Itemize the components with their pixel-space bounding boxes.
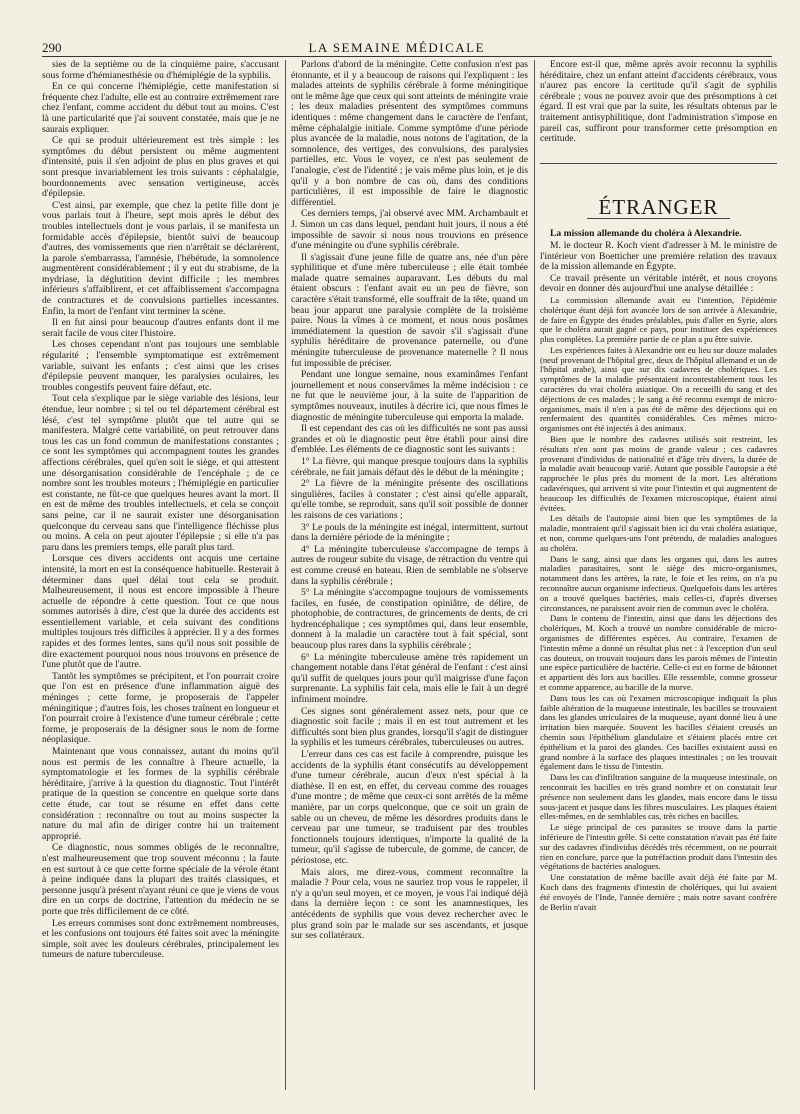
paragraph: 2° La fièvre de la méningite présente des oscillations singulières, faciles à constater ; c'est ainsi qu'elle apparaît, qu'elle tombe, se reproduit, sans qu'il soit possible de donner les raisons de ces variations ; — [291, 478, 528, 521]
column-divider — [285, 60, 286, 1090]
paragraph: sies de la septième ou de la cinquième paire, s'accusant sous forme d'hémianesthésie ou d'hémiplégie de la syphilis. — [42, 60, 279, 81]
paragraph: 5° La méningite s'accompagne toujours de vomissements faciles, en fusée, de constipation opiniâtre, de délire, de photophobie, de contractures, de grincements de dents, de cri hydrencéphalique ; ces symptômes qui, dans leur ensemble, donnent à la maladie un caractère tout à fait spécial, sont beaucoup plus rares dans la syphilis cérébrale ; — [291, 587, 528, 652]
paragraph: Dans les cas d'infiltration sanguine de la muqueuse intestinale, on rencontrait les bacilles en très grand nombre et on constatait leur présence non seulement dans les glandes, mais encore dans le tissu sous-jacent et jusque dans les fibres musculaires. Les plaques étaient elles-mêmes, en de semblables cas, très riches en bacilles. — [540, 772, 777, 822]
paragraph: Les détails de l'autopsie ainsi bien que les symptômes de la maladie, montraient qu'il s'agissait bien ici du vrai choléra asiatique, et non, comme quelques-uns l'ont prétendu, de maladies analogues au choléra. — [540, 513, 777, 553]
paragraph: Ce qui se produit ultérieurement est très simple : les symptômes du début persistent ou même augmentent d'intensité, puis il s'en adjoint de plus en plus graves et qui sont presque invariablement les trois suivants : céphalalgie, bourdonnements avec sensation vertigineuse, accès d'épilepsie. — [42, 135, 279, 200]
paragraph: L'erreur dans ces cas est facile à comprendre, puisque les accidents de la syphilis étant consécutifs au développement d'une tumeur cérébrale, aucun d'eux n'est spécial à la diathèse. Il en est, en effet, du cerveau comme des rouages d'une montre ; de même que ceux-ci sont arrêtés de la même manière, par un corps quelconque, que ce soit un grain de sable ou un cheveu, de même les désordres produits dans le cerveau par une tumeur, se traduisent par des troubles fonctionnels toujours identiques, n'importe la qualité de la tumeur, qu'il s'agisse de tubercule, de gomme, de cancer, de périostose, etc. — [291, 749, 528, 866]
paragraph: Dans le sang, ainsi que dans les organes qui, dans les autres maladies parasitaires, sont le siège des micro-organismes, notamment dans les artères, la rate, le foie et les reins, on n'a pu reconnaître aucun organisme infectieux. Quelquefois dans les artères on a trouvé quelques bactéries, mais celles-ci, d'après diverses circonstances, ne paraissent avoir rien de commun avec le choléra. — [540, 553, 777, 613]
page-header — [42, 40, 772, 57]
paragraph: En ce qui concerne l'hémiplégie, cette manifestation si fréquente chez l'adulte, elle est au contraire extrêmement rare chez l'enfant, comme accident du début tout au moins. C'est là une particularité que j'ai souvent constatée, mais que je ne saurais expliquer. — [42, 81, 279, 135]
paragraph: Dans le contenu de l'intestin, ainsi que dans les déjections des cholériques, M. Koch a trouvé un nombre considérable de micro-organismes de différentes espèces. Au contraire, l'examen de l'intestin même a donné un résultat plus net : à l'exception d'un seul cas douteux, on trouvait toujours dans les parois mêmes de l'intestin une espèce particulière de bactérie. Celle-ci est en forme de bâtonnet et appartient dès lors aux bacilles. Elle ressemble, comme grosseur et comme apparence, au bacille de la morve. — [540, 613, 777, 692]
paragraph: La commission allemande avait eu l'intention, l'épidémie cholérique étant déjà fort avancée lors de son arrivée à Alexandrie, de faire en Égypte des études préalables, puis d'aller en Syrie, alors que le choléra aurait gagné ce pays, pour instituer des expériences plus complètes. La première partie de ce plan a pu être suivie. — [540, 294, 777, 345]
paragraph: 6° La méningite tuberculeuse amène très rapidement un changement notable dans l'état général de l'enfant : c'est ainsi qu'il suffit de quelques jours pour qu'il maigrisse d'une façon surprenante. La syphilis fait cela, mais elle le fait à un degré infiniment moindre. — [291, 651, 528, 706]
paragraph: Il en fut ainsi pour beaucoup d'autres enfants dont il me serait facile de vous citer l'histoire. — [42, 317, 279, 339]
page-number: 290 — [42, 40, 62, 55]
paragraph: Encore est-il que, même après avoir reconnu la syphilis héréditaire, chez un enfant atteint d'accidents cérébraux, vous n'aurez pas encore la certitude qu'il s'agit de syphilis cérébrale ; vous ne pouvez avoir que des présomptions à cet égard. Il est vrai que par la suite, les résultats obtenus par le traitement antisyphilitique, dont l'administration s'impose en pareil cas, suffiront pour transformer cette présomption en certitude. — [540, 60, 777, 145]
paragraph: 4° La méningite tuberculeuse s'accompagne de temps à autres de rougeur subite du visage, de rétraction du ventre qui est comme creusé en bateau. Rien de semblable ne s'observe dans la syphilis cérébrale ; — [291, 543, 528, 587]
paragraph: Il est cependant des cas où les difficultés ne sont pas aussi grandes et où le diagnostic peut être établi pour ainsi dire d'emblée. Les éléments de ce diagnostic sont les suivants : — [291, 423, 528, 456]
paragraph: Tantôt les symptômes se précipitent, et l'on pourrait croire que l'on est en présence d'une inflammation aiguë des méninges ; cette forme, je proposerais de l'appeler méningitique ; d'autres fois, les choses traînent en longueur et l'on pourrait croire à l'existence d'une tumeur cérébrale ; cette forme, je proposerais de la désigner sous le nom de forme néoplasique. — [42, 670, 279, 746]
paragraph: Ce diagnostic, nous sommes obligés de le reconnaître, n'est malheureusement que trop souvent méconnu ; la faute en est surtout à ce que cette forme spéciale de la vérole étant à peine indiquée dans la plupart des traités classiques, et personne jusqu'à présent n'ayant réuni ce que je viens de vous dire en un corps de doctrine, l'attention du médecin ne se porte que très difficilement de ce côté. — [42, 842, 279, 917]
paragraph: Lorsque ces divers accidents ont acquis une certaine intensité, la mort en est la conséquence habituelle. Resterait à déterminer dans quel délai tout cela se produit. Malheureusement, il nous est encore impossible à l'heure actuelle de répondre à cette question. Tout ce que nous sommes autorisés à dire, c'est que la durée des accidents est essentiellement variable, et cela suivant des conditions multiples toujours très difficiles à apprécier. Il y a des formes rapides et des formes lentes, sans qu'il nous soit possible de dire exactement pourquoi nous nous trouvons en présence de l'une plutôt que de l'autre. — [42, 553, 279, 671]
paragraph: Les expériences faites à Alexandrie ont eu lieu sur douze malades (neuf provenant de l'hôpital grec, deux de l'hôpital allemand et un de l'hôpital arabe), ainsi que sur dix cadavres de cholériques. Les symptômes de la maladie présentaient incontestablement tous les caractères du vrai choléra asiatique. On a recueilli du sang et des déjections de ces malades ; le sang a été reconnu exempt de micro-organismes, mais il n'en a pas été de même des déjections qui en renfermaient des quantités considérables. Ces mêmes micro-organismes ont été injectés à des animaux. — [540, 344, 777, 434]
column-1 — [42, 60, 279, 1090]
section-rule — [540, 163, 777, 164]
journal-title: LA SEMAINE MÉDICALE — [308, 40, 486, 55]
paragraph: Ces derniers temps, j'ai observé avec MM. Archambault et J. Simon un cas dans lequel, pendant huit jours, il nous a été impossible de savoir si nous nous trouvions en présence d'une méningite ou d'une syphilis cérébrale. — [291, 208, 528, 252]
paragraph: Il s'agissait d'une jeune fille de quatre ans, née d'un père syphilitique et d'une mère tuberculeuse ; elle était tombée malade quatre semaines auparavant. Les débuts du mal étaient obscurs : l'enfant avait eu un peu de fièvre, son caractère s'était transformé, elle souffrait de la tête, quand un beau jour apparut une paralysie complète de la troisième paire. Nous la vîmes à ce moment, et nous nous posâmes immédiatement la question de savoir s'il s'agissait d'une syphilis héréditaire de provenance paternelle, ou d'une méningite tuberculeuse de provenance maternelle ? Il nous fut impossible de préciser. — [291, 251, 528, 369]
column-divider — [534, 60, 535, 1090]
paragraph: Bien que le nombre des cadavres utilisés soit restreint, les résultats n'en sont pas moins de grande valeur ; ces cadavres provenant d'individus de nationalité et d'âge très divers, la durée de la maladie avait beaucoup varié. Autant que possible l'autopsie a été rapprochée le plus près du moment de la mort. Les altérations cadavériques, qui arrivent si vite pour l'intestin et qui augmentent de beaucoup les difficultés de l'examen microscopique, étaient ainsi évitées. — [540, 434, 777, 513]
paragraph: Mais alors, me direz-vous, comment reconnaître la maladie ? Pour cela, vous ne sauriez trop vous le rappeler, il n'y a qu'un seul moyen, et ce moyen, je vous l'ai indiqué déjà dans la dernière leçon : ce sont les anamnestiques, les antécédents de syphilis que vous devez rechercher avec le plus grand soin par le malade sur ses ascendants, et jusque sur ses collatéraux. — [291, 866, 528, 942]
paragraph: Tout cela s'explique par le siège variable des lésions, leur étendue, leur nombre ; si tel ou tel département cérébral est lésé, c'est tel symptôme plutôt que tel autre qui se manifestera. Malgré cette variabilité, on peut retrouver dans tous les cas un fond commun de manifestations constantes ; ce sont les symptômes qui accompagnent toutes les grandes affections cérébrales, quel qu'en soit le siège, et qui attestent une désorganisation considérable de l'encéphale ; de ce nombre sont les troubles moteurs ; l'hémiplégie en particulier est constante, ne fût-ce que quelques heures avant la mort. Il en est de même des troubles intellectuels, et cela se conçoit sans peine, car il ne saurait exister une désorganisation quelconque du cerveau sans que l'intelligence fléchisse plus ou moins. A cela on peut ajouter l'épilepsie ; si elle n'a pas paru dans les premiers temps, elle paraît plus tard. — [42, 393, 279, 553]
paragraph: Ce travail présente un véritable intérêt, et nous croyons devoir en donner dès aujourd'hui une analyse détaillée : — [540, 272, 777, 295]
paragraph: Les choses cependant n'ont pas toujours une semblable régularité ; l'ensemble symptomatique est extrêmement variable, suivant les enfants ; c'est ainsi que les crises d'épilepsie peuvent manquer, les paralysies oculaires, les troubles congestifs peuvent faire défaut, etc. — [42, 339, 279, 393]
paragraph: M. le docteur R. Koch vient d'adresser à M. le ministre de l'intérieur von Boetticher une première relation des travaux de la mission allemande en Égypte. — [540, 239, 777, 273]
section-title: ÉTRANGER — [598, 194, 719, 219]
paragraph: Pendant une longue semaine, nous examinâmes l'enfant journellement et nous conservâmes la même indécision : ce ne fut que le neuvième jour, à la suite de l'apparition de symptômes nouveaux, inutiles à décrire ici, que nous fîmes le diagnostic de méningite tuberculeuse qui emporta la malade. — [291, 369, 528, 423]
paragraph: Les erreurs commises sont donc extrêmement nombreuses, et les confusions ont toujours été faites soit avec la méningite simple, soit avec les douleurs cérébrales, principalement les tumeurs de nature tuberculeuse. — [42, 917, 279, 961]
paragraph: Maintenant que vous connaissez, autant du moins qu'il nous est permis de les connaître à l'heure actuelle, la symptomatologie et les formes de la syphilis cérébrale héréditaire, j'arrive à la question du diagnostic. Tout l'intérêt pratique de la question se concentre en quelque sorte dans cette étude, car tout se résume en effet dans cette considération : reconnaître ou tout au moins suspecter la nature du mal afin de diriger contre lui un traitement approprié. — [42, 746, 279, 842]
paragraph: Parlons d'abord de la méningite. Cette confusion n'est pas étonnante, et il y a beaucoup de raisons qui l'expliquent : les malades atteints de syphilis cérébrale à forme méningitique ont le même âge que ceux qui sont atteints de méningite vraie ; les deux maladies présentent des symptômes communs identiques : même changement dans le caractère de l'enfant, même céphalalgie initiale. Comme symptôme d'une période plus avancée de la maladie, nous notons de l'agitation, de la somnolence, des vertiges, des convulsions, des paralysies partielles, etc. Vous le voyez, ce n'est pas seulement de l'analogie, c'est de l'identité ; je vais même plus loin, et je dis qu'il y a bon nombre de cas où, dans des conditions particulières, il est impossible de faire le diagnostic différentiel. — [291, 60, 528, 208]
paragraph: C'est ainsi, par exemple, que chez la petite fille dont je vous parlais tout à l'heure, sept mois après le début des troubles intellectuels dont je vous parlais, il se manifesta un formidable accès d'épilepsie, bientôt suivi de beaucoup d'autres, des vomissements que rien n'arrêtait se déclarèrent, la parole s'embarrassa, l'amnésie, l'hébétude, la somnolence augmentèrent considérablement ; il y eut du strabisme, de la mydriase, la déglutition devint difficile ; les membres inférieurs s'affaiblirent, et cet affaiblissement s'accompagna de contractures et de convulsions partielles incessantes. Enfin, la mort de l'enfant vint terminer la scène. — [42, 199, 279, 317]
column-3 — [540, 60, 777, 1090]
paragraph: Le siège principal de ces parasites se trouve dans la partie inférieure de l'intestin grêle. Si cette constatation n'avait pas été faite sur des cadavres d'individus décédés très récemment, on ne pourrait rien en conclure, parce que la putréfaction produit dans l'intestin des végétations de bactéries analogues. — [540, 822, 777, 872]
paragraph: 1° La fièvre, qui manque presque toujours dans la syphilis cérébrale, ne fait jamais défaut dès le début de la méningite ; — [291, 455, 528, 478]
column-2 — [291, 60, 528, 1090]
paragraph: Ces signes sont généralement assez nets, pour que ce diagnostic soit facile ; mais il en est tout autrement et les difficultés sont bien plus grandes, lorsqu'il s'agit de distinguer la syphilis et les tumeurs cérébrales, tuberculeuses ou autres. — [291, 705, 528, 749]
subsection-title: La mission allemande du choléra à Alexandrie. — [550, 228, 742, 240]
paragraph: 3° Le pouls de la méningite est inégal, intermittent, surtout dans la dernière période de la méningite ; — [291, 521, 528, 544]
paragraph: Dans tous les cas où l'examen microscopique indiquait la plus faible altération de la muqueuse intestinale, les bacilles se trouvaient dans les glandes utriculaires de la muqueuse, ayant donné lieu à une irritation bien marquée. Souvent les bacilles s'étaient creusés un chemin sous l'épithélium glandulaire et s'étaient placés entre cet épithélium et la paroi des glandes. Ces bacilles existaient aussi en grand nombre à la surface des plaques intestinales ; on les trouvait également dans le tissu de l'intestin. — [540, 692, 777, 772]
paragraph: Une constatation de même bacille avait déjà été faite par M. Koch dans des fragments d'intestin de cholériques, qui lui avaient été envoyés de l'Inde, l'année dernière ; mais notre savant confrère de Berlin n'avait — [540, 872, 777, 912]
